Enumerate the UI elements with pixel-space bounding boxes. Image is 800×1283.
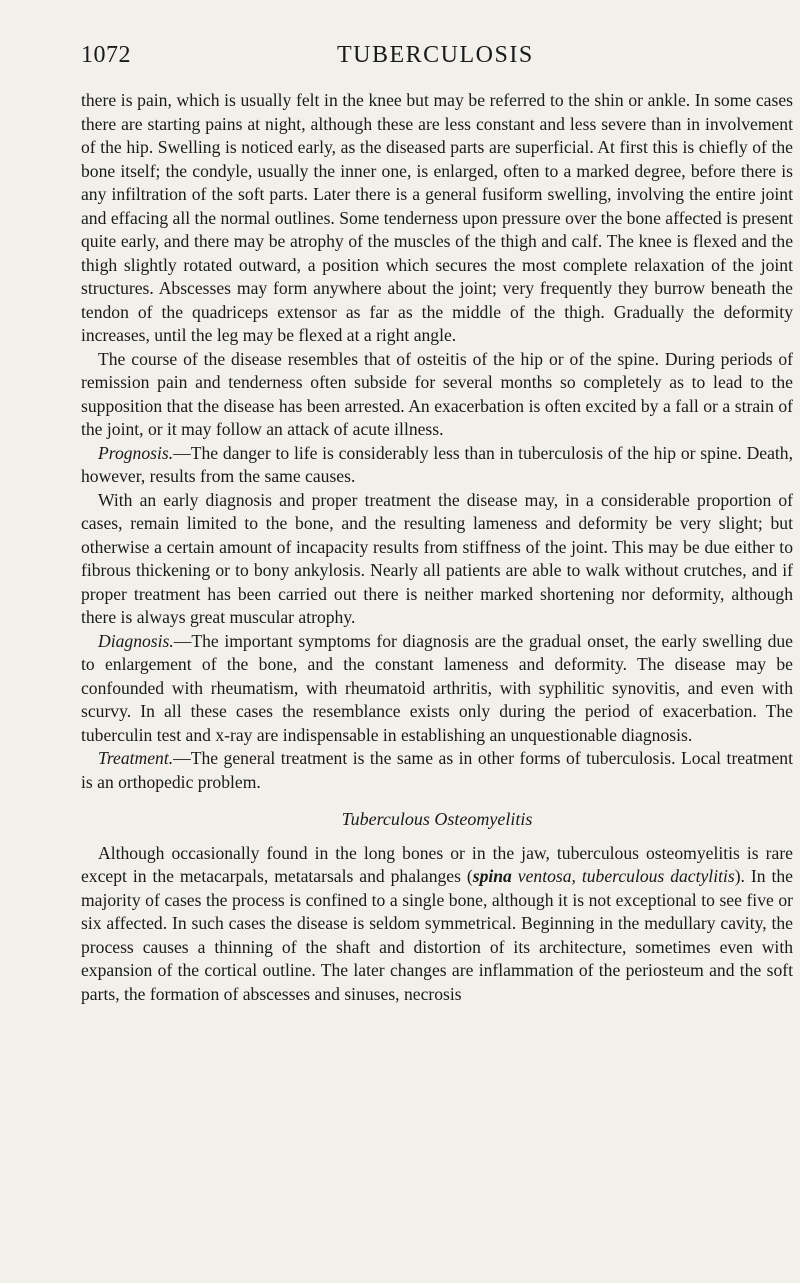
run-in-heading-treatment: Treatment. xyxy=(98,748,174,768)
paragraph: Diagnosis.—The important symptoms for diagnosis are the gradual onset, the early swelling due to enlargement of the bone, and the constant lameness and deformity. The disease may be confounded with rheumatism, with rheumatoid arthritis, with syphilitic synovitis, and even with scurvy. In all these cases the resemblance exists only during the period of exacerbation. The tuberculin test and x-ray are indispensable in establishing an unquestionable diagnosis. xyxy=(81,630,793,745)
page-number: 1072 xyxy=(81,42,131,68)
run-in-heading-diagnosis: Diagnosis. xyxy=(98,630,174,651)
paragraph: Treatment.—The general treatment is the same as in other forms of tuberculosis. Local treatment is an orthopedic problem. xyxy=(81,748,793,792)
page-header xyxy=(81,42,793,72)
paragraph: there is pain, which is usually felt in the knee but may be referred to the shin or ankle. In some cases there are starting pains at night, although these are less constant and less severe than in involvement of the hip. Swelling is noticed early, as the diseased parts are superficial. At first this is chiefly of the bone itself; the condyle, usually the inner one, is enlarged, often to a marked degree, before there is any infiltration of the soft parts. Later there is a general fusiform swelling, involving the entire joint and effacing all the normal outlines. Some tenderness upon pressure over the bone affected is present quite early, and there may be atrophy of the muscles of the thigh and calf. The knee is flexed and the thigh slightly rotated outward, a position which secures the most complete relaxation of the joint structures. Abscesses may form anywhere about the joint; very frequently they burrow beneath the tendon of the quadriceps extensor as far as the middle of the thigh. Gradually the deformity increases, until the leg may be flexed at a right angle. xyxy=(81,90,793,345)
paragraph: Prognosis.—The danger to life is considerably less than in tuberculosis of the hip or spine. Death, however, results from the same causes. xyxy=(81,442,793,486)
section-heading: Tuberculous Osteomyelitis xyxy=(341,809,533,829)
paragraph: With an early diagnosis and proper treatment the disease may, in a considerable proportion of cases, remain limited to the bone, and the resulting lameness and deformity be very slight; but otherwise a certain amount of incapacity results from stiffness of the joint. This may be due either to fibrous thickening or to bony ankylosis. Nearly all patients are able to walk without crutches, and if proper treatment has been carried out there is neither marked shortening nor deformity, although there is always great muscular atrophy. xyxy=(81,489,793,627)
running-head: TUBERCULOSIS xyxy=(337,42,534,68)
paragraph: Although occasionally found in the long bones or in the jaw, tuberculous osteomyelitis is rare except in the metacarpals, metatarsals and phalanges (spina ventosa, tuberculous dactylitis). In the majority of cases the process is confined to a single bone, although it is not exceptional to see five or six affected. In such cases the disease is seldom symmetrical. Beginning in the medullary cavity, the process causes a thinning of the shaft and distortion of its architecture, sometimes even with expansion of the cortical outline. The later changes are inflammation of the periosteum and the soft parts, the formation of abscesses and sinuses, necrosis xyxy=(81,842,793,1004)
paragraph: The course of the disease resembles that of osteitis of the hip or of the spine. During periods of remission pain and tenderness often subside for several months so completely as to lead to the supposition that the disease has been arrested. An exacerbation is often excited by a fall or a strain of the joint, or it may follow an attack of acute illness. xyxy=(81,348,793,439)
body-text xyxy=(81,89,793,1006)
run-in-heading-prognosis: Prognosis. xyxy=(98,442,174,463)
